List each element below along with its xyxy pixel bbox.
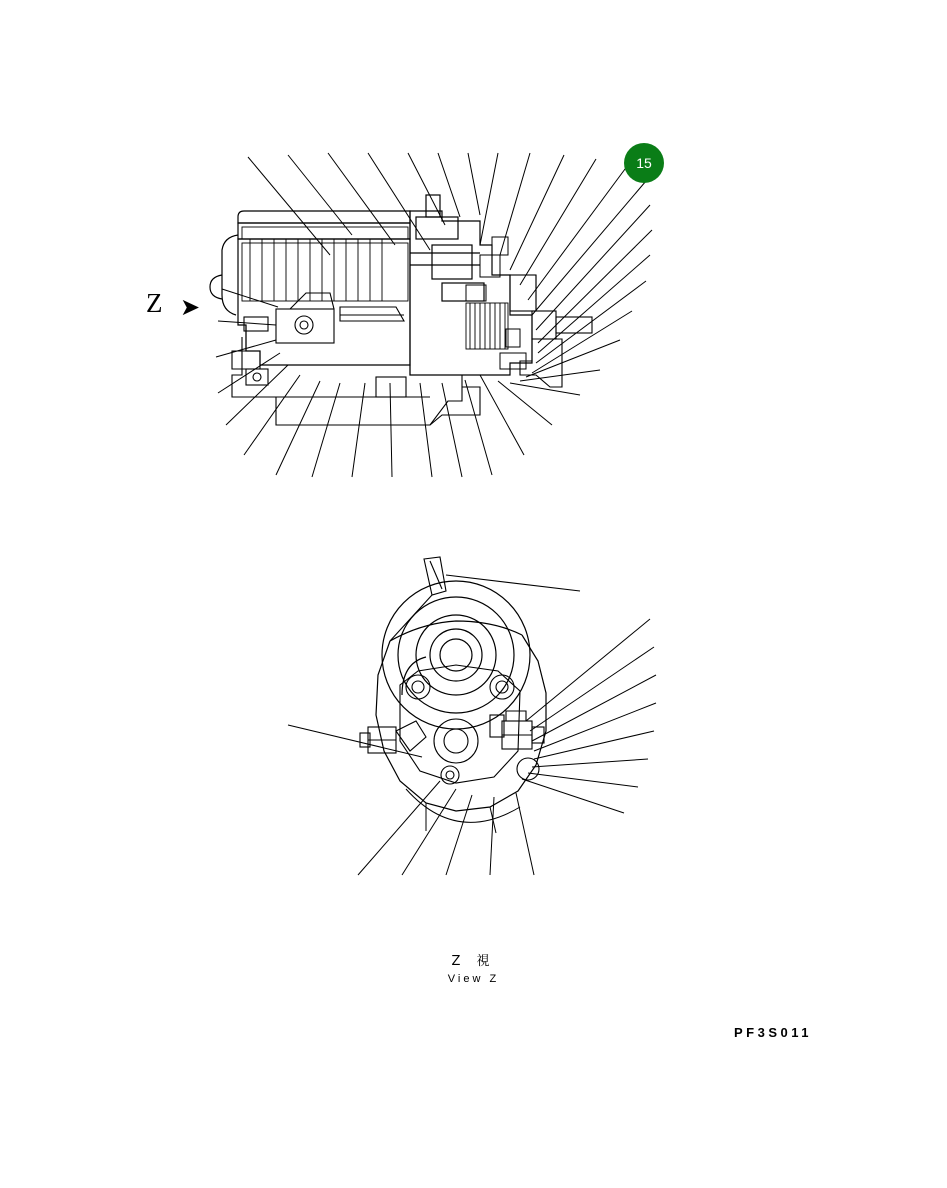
drawing-code: PF3S011: [734, 1025, 812, 1040]
lower-block: [232, 337, 480, 425]
base-arc: [406, 789, 520, 833]
mounting-flange: [232, 293, 404, 369]
figure-caption: [0, 950, 947, 985]
terminal-right: [490, 711, 544, 749]
leader-lines-upper: [248, 153, 652, 363]
bottom-figure: [250, 545, 710, 935]
inner-flange: [400, 665, 539, 784]
motor-yoke-ribs: [242, 227, 408, 301]
leader-lines-right: [522, 619, 656, 813]
caption-english: View Z: [447, 973, 500, 985]
top-figure: [180, 125, 740, 525]
leader-lines-left: [288, 725, 534, 875]
view-direction-marker: [146, 288, 236, 328]
view-letter: Z: [146, 288, 164, 318]
caption-japanese: Z 視: [451, 954, 496, 969]
view-arrow-icon: ➤: [180, 293, 201, 321]
callout-balloon-15[interactable]: 15: [624, 143, 664, 183]
end-face-circle: [382, 581, 530, 729]
pinion-gear: [466, 303, 508, 349]
terminal-left: [360, 721, 426, 753]
